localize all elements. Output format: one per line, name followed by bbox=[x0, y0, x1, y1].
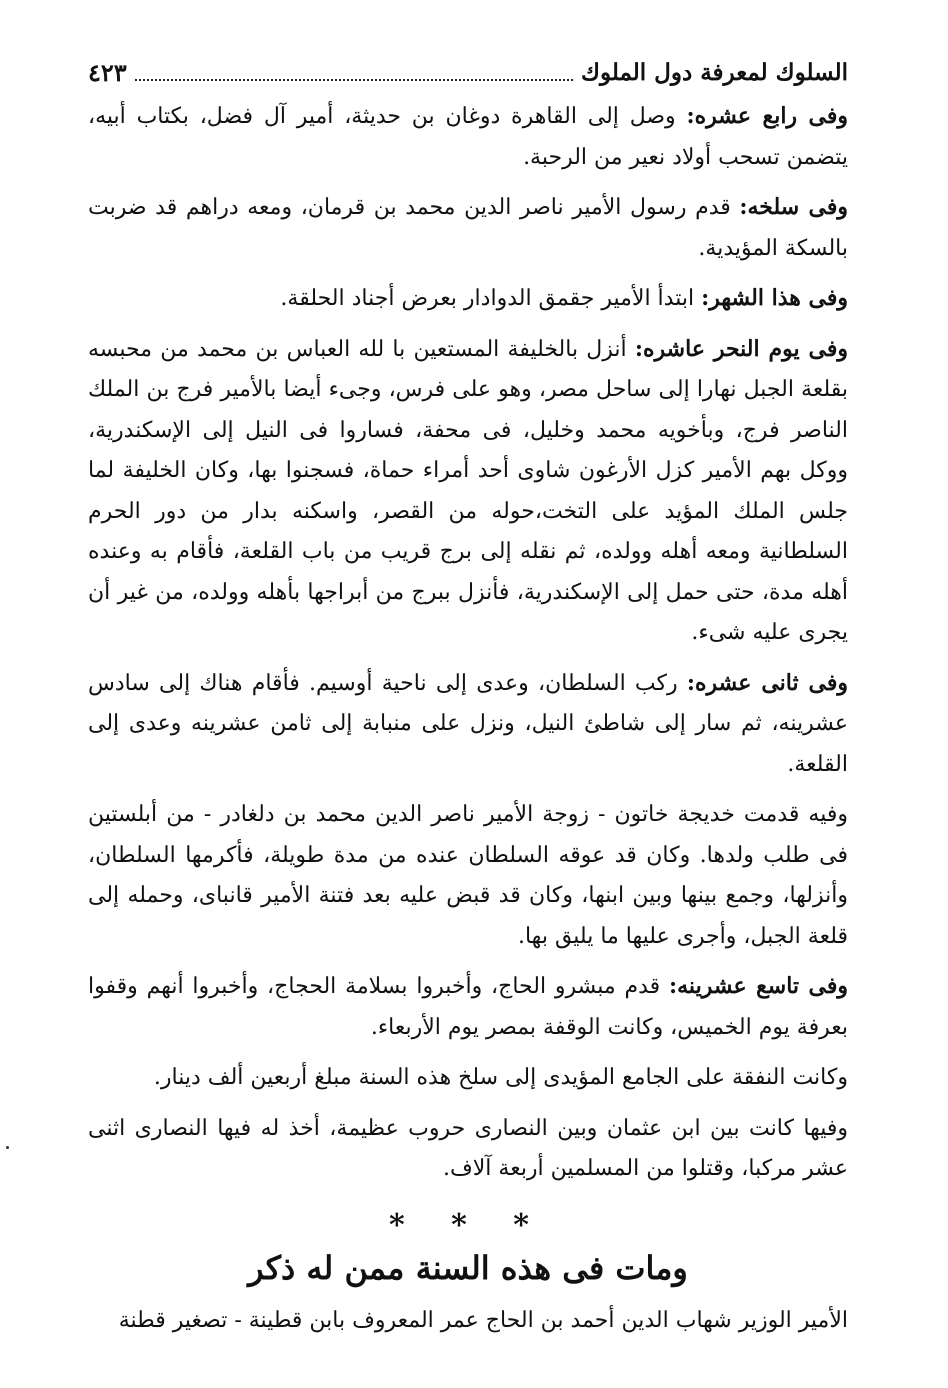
paragraph bbox=[88, 794, 848, 957]
paragraph-lead: وفى رابع عشره: bbox=[686, 103, 848, 129]
section-heading: ومات فى هذه السنة ممن له ذكر bbox=[248, 1248, 688, 1287]
paragraph bbox=[88, 187, 848, 269]
paragraph-text: وفيها كانت بين ابن عثمان وبين النصارى حروب عظيمة، أخذ له فيها النصارى اثنى عشر مركبا، وقتلوا من المسلمين أربعة آلاف. bbox=[88, 1115, 848, 1181]
paragraph bbox=[88, 96, 848, 178]
paragraph bbox=[88, 1057, 848, 1099]
page-body bbox=[88, 96, 848, 1350]
paragraph-text: وكانت النفقة على الجامع المؤيدى إلى سلخ هذه السنة مبلغ أربعين ألف دينار. bbox=[153, 1065, 848, 1090]
paragraph-text: أنزل بالخليفة المستعين با لله العباس بن محمد من محبسه بقلعة الجبل نهارا إلى ساحل مصر، وهو على فرس، وجىء أيضا بالأمير فرج بن الملك الناصر فرج، وبأخويه محمد وخليل، فى محفة، فساروا فى النيل إلى الإسكندرية، ووكل بهم الأمير كزل الأرغون شاوى أحد أمراء حماة، فسجنوا بها، وكان الخليفة لما جلس الملك المؤيد على التخت،حوله من القصر، واسكنه بدار من دور الحرم السلطانية ومعه أهله وولده، ثم نقله إلى برج قريب من باب القلعة، فأقام به وعنده أهله مدة، حتى حمل إلى الإسكندرية، فأنزل ببرج من أبراجها بأهله وولده، من غير أن يجرى عليه شىء. bbox=[88, 336, 848, 645]
paragraph-lead: وفى سلخه: bbox=[739, 194, 848, 220]
section-separator: * * * bbox=[389, 1207, 547, 1243]
paragraph bbox=[88, 966, 848, 1048]
paragraph-text: قدم مبشرو الحاج، وأخبروا بسلامة الحجاج، وأخبروا أنهم وقفوا بعرفة يوم الخميس، وكانت الوقفة بمصر يوم الأربعاء. bbox=[88, 974, 848, 1040]
paragraph-lead: وفى ثانى عشره: bbox=[686, 669, 849, 696]
paragraph-lead: وفى يوم النحر عاشره: bbox=[634, 335, 848, 362]
book-title: السلوك لمعرفة دول الملوك bbox=[580, 58, 848, 86]
scan-speck bbox=[6, 1146, 9, 1149]
paragraph-text: وصل إلى القاهرة دوغان بن حديثة، أمير آل فضل، بكتاب أبيه، يتضمن تسحب أولاد نعير من الرحبة. bbox=[88, 104, 848, 170]
paragraph bbox=[88, 278, 848, 320]
paragraph bbox=[88, 329, 848, 654]
running-header bbox=[88, 52, 848, 92]
paragraph-lead: وفى تاسع عشرينه: bbox=[669, 973, 848, 999]
paragraph-text: قدم رسول الأمير ناصر الدين محمد بن قرمان، ومعه دراهم قد ضربت بالسكة المؤيدية. bbox=[88, 195, 848, 261]
paragraph bbox=[88, 1301, 848, 1342]
paragraph-text: وفيه قدمت خديجة خاتون - زوجة الأمير ناصر الدين محمد بن دلغادر - من أبلستين فى طلب ولدها. وكان قد عوقه السلطان عنده من مدة طويلة، فأكرمها السلطان، وأنزلها، وجمع بينها وبين ابنها، وكان قد قبض عليه بعد فتنة الأمير قانباى، وحمله إلى قلعة الجبل، وأجرى عليها ما يليق بها. bbox=[88, 802, 848, 949]
paragraph bbox=[88, 663, 848, 786]
paragraph-lead: وفى هذا الشهر: bbox=[701, 285, 848, 311]
paragraph-text: ابتدأ الأمير جقمق الدوادار بعرض أجناد الحلقة. bbox=[280, 286, 702, 311]
page-number: ٤٢٣ bbox=[88, 57, 127, 87]
paragraph bbox=[88, 1108, 848, 1190]
paragraph-text: ركب السلطان، وعدى إلى ناحية أوسيم. فأقام هناك إلى سادس عشرينه، ثم سار إلى شاطئ النيل، ونزل على منبابة إلى ثامن عشرينه وعدى إلى القلعة. bbox=[88, 670, 848, 777]
paragraph-text: الأمير الوزير شهاب الدين أحمد بن الحاج عمر المعروف بابن قطينة - تصغير قطنة bbox=[118, 1307, 848, 1333]
header-dotted-leader bbox=[135, 63, 573, 81]
